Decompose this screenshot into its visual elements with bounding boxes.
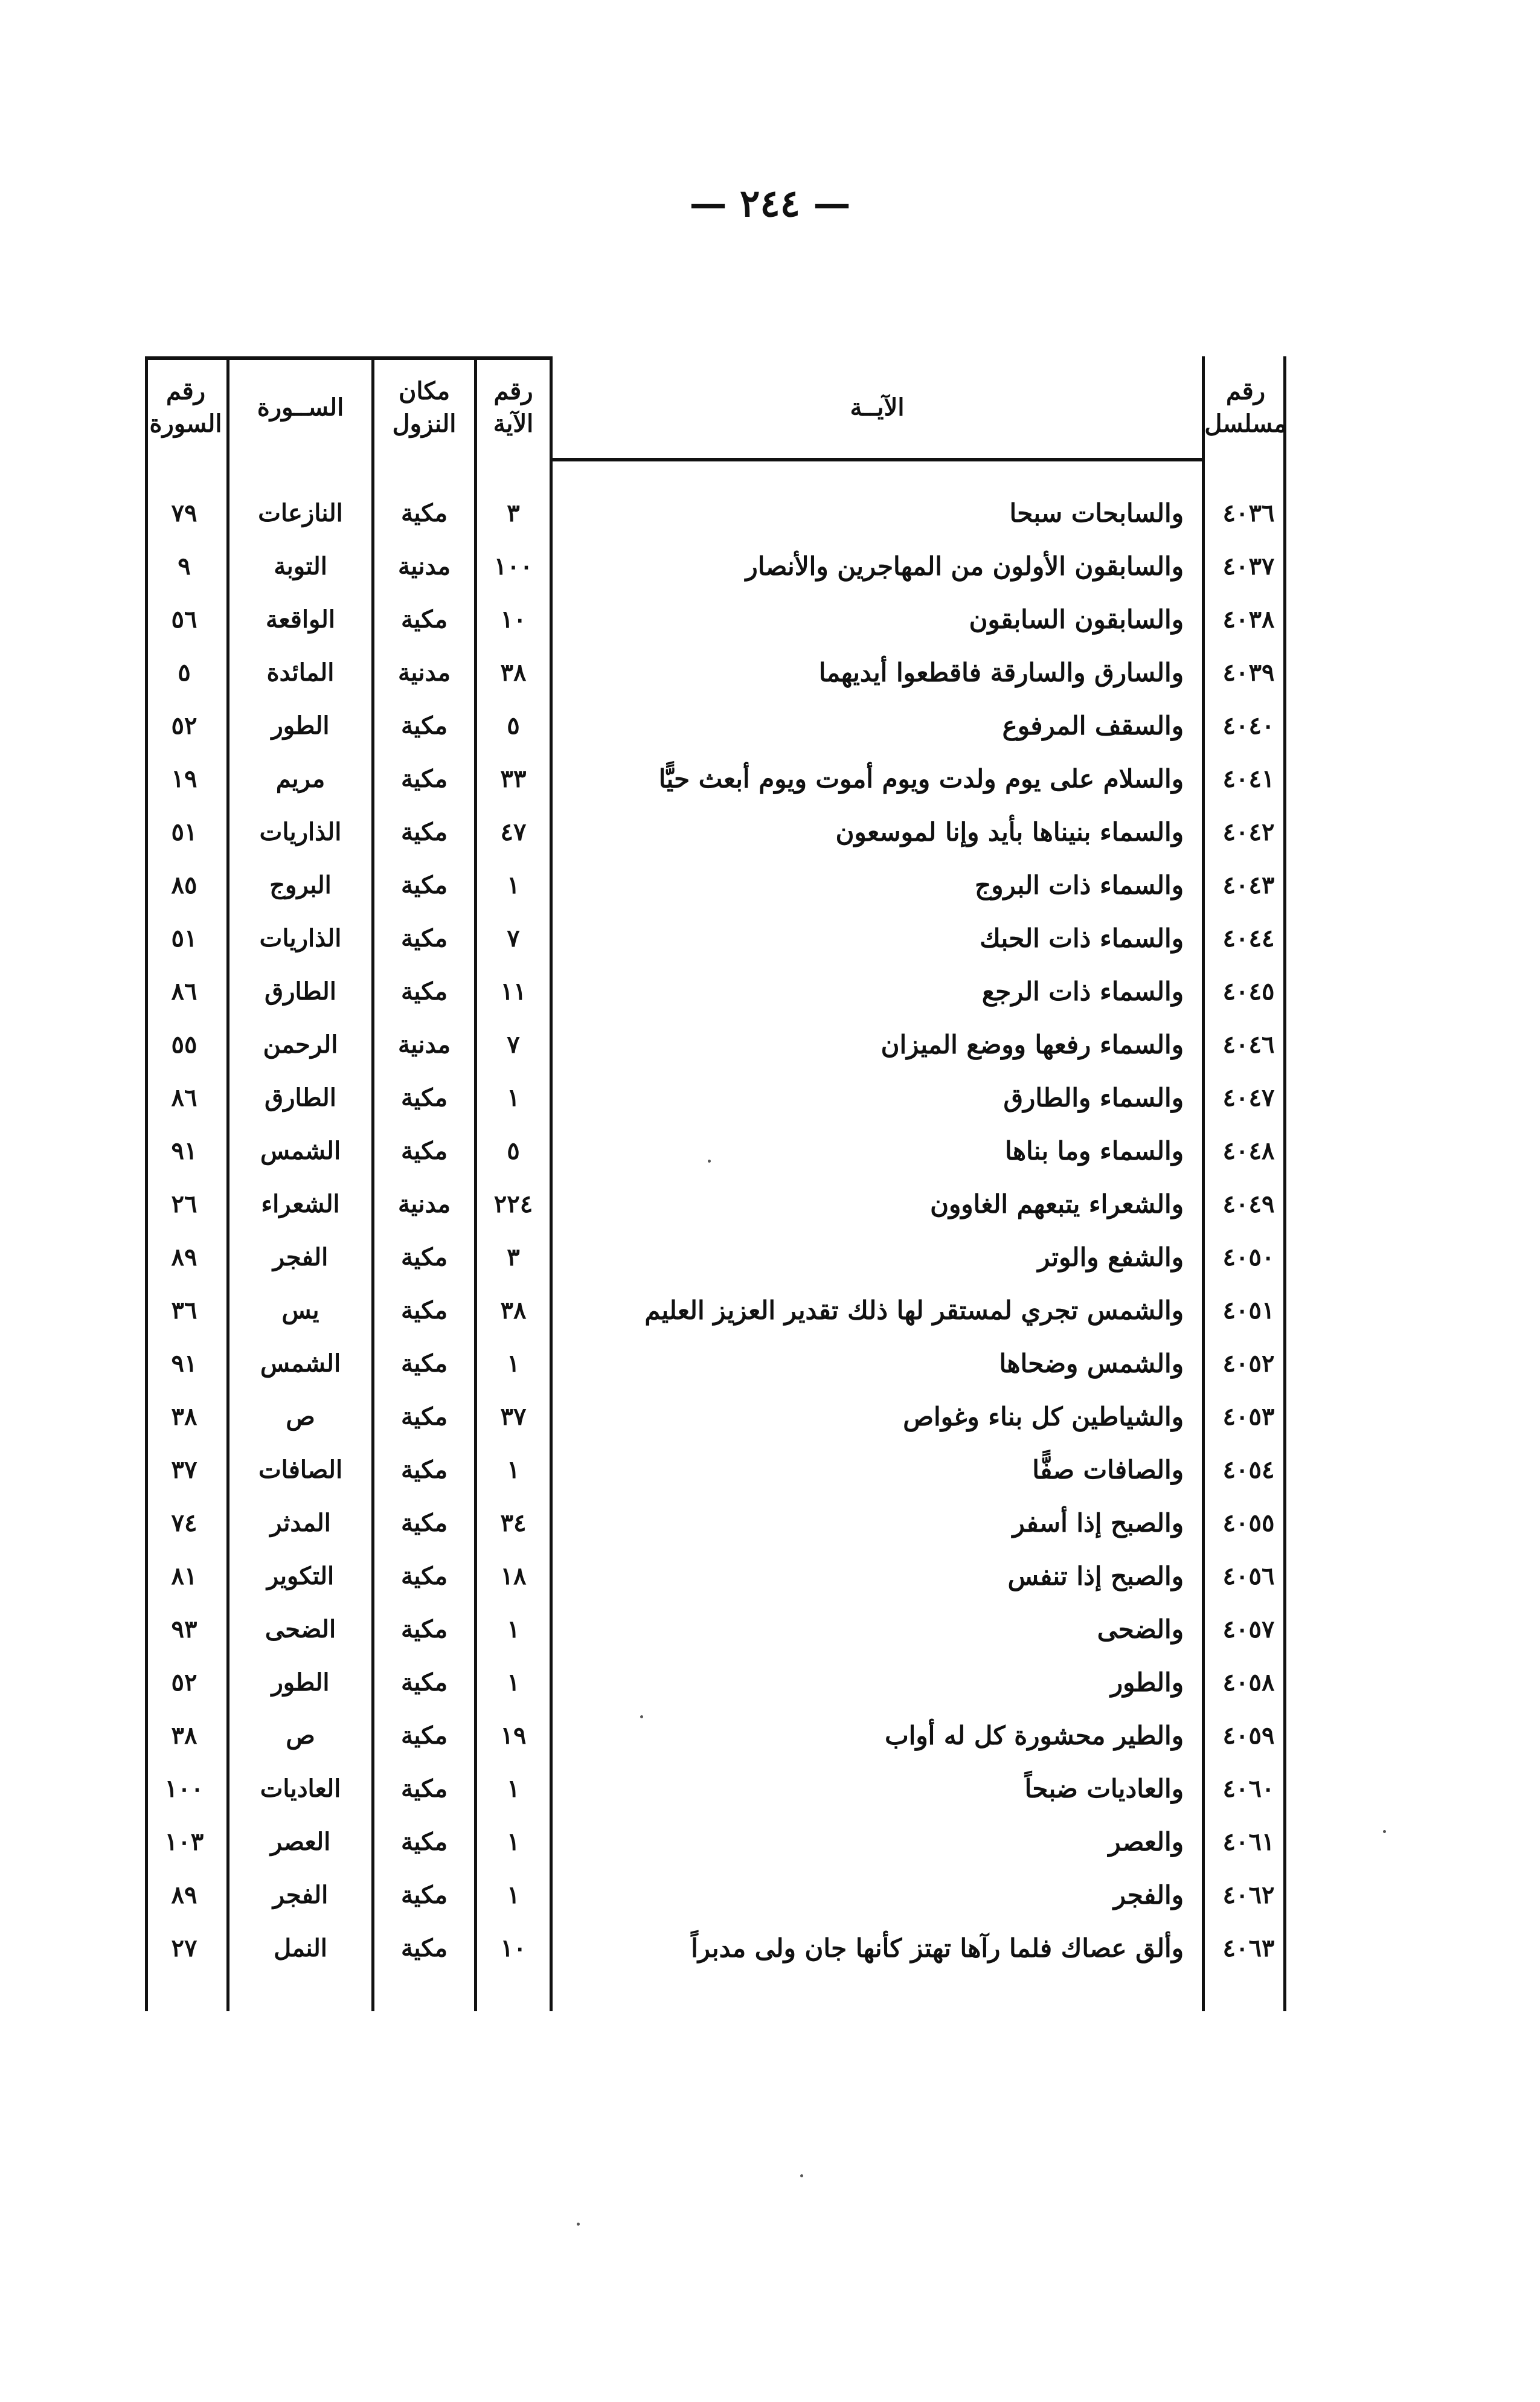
surah-name-cell: الشمس: [260, 1136, 341, 1165]
surah-number-cell: ٨٩: [171, 1880, 197, 1909]
scan-speck: [640, 1715, 643, 1718]
revelation-place-cell: مكية: [400, 764, 448, 793]
surah-name-cell: التكوير: [266, 1561, 335, 1590]
table-row: [145, 965, 1286, 1018]
serial-number-cell: ٤٠٥٣: [1222, 1402, 1275, 1431]
verse-number-cell: ٣٤: [500, 1508, 527, 1537]
table-row: [145, 592, 1286, 646]
verse-number-cell: ١: [507, 1349, 520, 1378]
verse-number-cell: ٤٧: [500, 817, 527, 846]
surah-number-cell: ٩١: [171, 1136, 197, 1165]
verse-text-cell: والشمس وضحاها: [999, 1348, 1184, 1378]
table-row: [145, 1390, 1286, 1443]
verse-number-cell: ١: [507, 1880, 520, 1909]
verse-text-cell: والسماء وما بناها: [1005, 1135, 1184, 1166]
surah-name-cell: المدثر: [270, 1508, 331, 1537]
revelation-place-cell: مدنية: [397, 551, 451, 580]
serial-number-cell: ٤٠٦١: [1222, 1827, 1275, 1856]
scan-speck: [708, 1160, 711, 1163]
verse-number-cell: ١١: [500, 977, 527, 1006]
verse-number-cell: ١: [507, 1614, 520, 1643]
revelation-place-cell: مكية: [400, 1561, 448, 1590]
table-header: [145, 356, 1286, 459]
verse-text-cell: والشمس تجري لمستقر لها ذلك تقدير العزيز العليم: [644, 1295, 1184, 1325]
serial-number-cell: ٤٠٤٥: [1222, 977, 1275, 1006]
verse-text-cell: والطير محشورة كل له أواب: [885, 1720, 1184, 1750]
verse-number-cell: ١٠٠: [493, 551, 533, 580]
revelation-place-cell: مكية: [400, 1083, 448, 1112]
surah-number-cell: ٣٦: [171, 1296, 197, 1325]
revelation-place-cell: مكية: [400, 498, 448, 527]
table-row: [145, 1283, 1286, 1337]
revelation-place-cell: مكية: [400, 1136, 448, 1165]
surah-number-cell: ١٠٠: [164, 1774, 204, 1803]
verse-text-cell: والصافات صفًّا: [1032, 1454, 1184, 1485]
verse-text-cell: والسلام على يوم ولدت ويوم أموت ويوم أبعث حيًّا: [658, 763, 1184, 794]
serial-number-cell: ٤٠٤٠: [1222, 711, 1275, 740]
surah-number-cell: ٢٦: [171, 1189, 197, 1218]
verse-number-cell: ٣٨: [500, 658, 527, 687]
serial-number-cell: ٤٠٥١: [1222, 1296, 1275, 1325]
surah-name-cell: التوبة: [274, 551, 327, 580]
table-row: [145, 1177, 1286, 1230]
verse-text-cell: والسماء رفعها ووضع الميزان: [881, 1029, 1184, 1059]
table-row: [145, 1815, 1286, 1868]
surah-name-cell: النمل: [274, 1933, 327, 1962]
verse-text-cell: والسماء ذات الحبك: [980, 923, 1184, 953]
surah-number-cell: ٨١: [171, 1561, 197, 1590]
revelation-place-cell: مدنية: [397, 1030, 451, 1059]
header-serial-text: رقم مسلسل: [1204, 377, 1287, 438]
header-serial: [1205, 356, 1286, 459]
revelation-place-cell: مكية: [400, 1349, 448, 1378]
verse-number-cell: ١: [507, 870, 520, 899]
verse-number-cell: ١: [507, 1774, 520, 1803]
surah-name-cell: البروج: [269, 870, 332, 899]
serial-number-cell: ٤٠٤٩: [1222, 1189, 1275, 1218]
table-row: [145, 1602, 1286, 1655]
surah-number-cell: ٩٣: [171, 1614, 197, 1643]
serial-number-cell: ٤٠٥٥: [1222, 1508, 1275, 1537]
header-verse-text: الآيــة: [850, 393, 905, 422]
verse-text-cell: والصبح إذا أسفر: [1012, 1508, 1184, 1538]
table-row: [145, 699, 1286, 752]
revelation-place-cell: مكية: [400, 1774, 448, 1803]
surah-number-cell: ٧٤: [171, 1508, 197, 1537]
revelation-place-cell: مكية: [400, 1402, 448, 1431]
header-verse-number: [477, 356, 550, 459]
verse-text-cell: والشياطين كل بناء وغواص: [903, 1401, 1184, 1431]
surah-name-cell: الرحمن: [263, 1030, 338, 1059]
surah-name-cell: الضحى: [265, 1614, 336, 1643]
verse-number-cell: ٧: [507, 923, 520, 952]
verse-number-cell: ٣: [507, 498, 520, 527]
verse-text-cell: والسابقون الأولون من المهاجرين والأنصار: [745, 551, 1184, 581]
surah-name-cell: الطارق: [265, 977, 336, 1006]
surah-number-cell: ٨٩: [171, 1242, 197, 1271]
surah-name-cell: ص: [286, 1721, 315, 1750]
serial-number-cell: ٤٠٣٦: [1222, 498, 1275, 527]
verse-number-cell: ٣٣: [500, 764, 527, 793]
verse-number-cell: ٢٢٤: [493, 1189, 533, 1218]
serial-number-cell: ٤٠٥٧: [1222, 1614, 1275, 1643]
verse-text-cell: والسارق والسارقة فاقطعوا أيديهما: [818, 657, 1184, 687]
surah-number-cell: ٣٨: [171, 1402, 197, 1431]
verse-text-cell: والشعراء يتبعهم الغاوون: [930, 1189, 1184, 1219]
revelation-place-cell: مكية: [400, 817, 448, 846]
serial-number-cell: ٤٠٤٤: [1222, 923, 1275, 952]
scan-speck: [1383, 1830, 1386, 1833]
surah-number-cell: ٢٧: [171, 1933, 197, 1962]
surah-number-cell: ٥١: [171, 923, 197, 952]
serial-number-cell: ٤٠٥٨: [1222, 1668, 1275, 1697]
revelation-place-cell: مكية: [400, 1508, 448, 1537]
surah-number-cell: ٥٢: [171, 711, 197, 740]
table-row: [145, 1549, 1286, 1602]
surah-number-cell: ١٩: [171, 764, 197, 793]
table-row: [145, 486, 1286, 539]
verse-number-cell: ١: [507, 1668, 520, 1697]
surah-number-cell: ٨٥: [171, 870, 197, 899]
revelation-place-cell: مدنية: [397, 658, 451, 687]
serial-number-cell: ٤٠٣٧: [1222, 551, 1275, 580]
table-row: [145, 1496, 1286, 1549]
surah-number-cell: ٥١: [171, 817, 197, 846]
surah-number-cell: ٧٩: [171, 498, 197, 527]
revelation-place-cell: مكية: [400, 1455, 448, 1484]
table-row: [145, 858, 1286, 911]
verse-number-cell: ٥: [507, 1136, 520, 1165]
table-row: [145, 646, 1286, 699]
surah-number-cell: ٨٦: [171, 977, 197, 1006]
table-row: [145, 1230, 1286, 1283]
surah-name-cell: الذاريات: [259, 923, 342, 952]
table-row: [145, 1071, 1286, 1124]
revelation-place-cell: مكية: [400, 870, 448, 899]
verse-number-cell: ١٨: [500, 1561, 527, 1590]
table-row: [145, 1868, 1286, 1921]
scan-speck: [800, 2174, 803, 2177]
serial-number-cell: ٤٠٦٣: [1222, 1933, 1275, 1962]
verse-number-cell: ١: [507, 1455, 520, 1484]
revelation-place-cell: مكية: [400, 923, 448, 952]
header-place: [374, 356, 474, 459]
revelation-place-cell: مكية: [400, 1242, 448, 1271]
surah-name-cell: الصافات: [258, 1455, 343, 1484]
verse-number-cell: ٣٧: [500, 1402, 527, 1431]
surah-name-cell: العصر: [270, 1827, 331, 1856]
verse-text-cell: والسماء ذات البروج: [975, 870, 1184, 900]
surah-name-cell: مريم: [275, 764, 326, 793]
surah-name-cell: الفجر: [272, 1880, 329, 1909]
verse-text-cell: والفجر: [1113, 1880, 1184, 1910]
surah-number-cell: ٣٨: [171, 1721, 197, 1750]
serial-number-cell: ٤٠٦٢: [1222, 1880, 1275, 1909]
verse-number-cell: ٥: [507, 711, 520, 740]
verse-text-cell: والعاديات ضبحاً: [1024, 1773, 1184, 1803]
surah-number-cell: ٥: [178, 658, 191, 687]
verse-number-cell: ١: [507, 1827, 520, 1856]
verse-text-cell: والطور: [1110, 1667, 1184, 1697]
table-row: [145, 752, 1286, 805]
verse-text-cell: والسماء بنيناها بأيد وإنا لموسعون: [835, 817, 1184, 847]
header-verse-number-text: رقم الآية: [493, 377, 534, 438]
verse-number-cell: ١٠: [500, 605, 527, 634]
revelation-place-cell: مكية: [400, 1880, 448, 1909]
revelation-place-cell: مكية: [400, 1296, 448, 1325]
serial-number-cell: ٤٠٤١: [1222, 764, 1275, 793]
table-row: [145, 539, 1286, 592]
surah-number-cell: ٩: [178, 551, 191, 580]
serial-number-cell: ٤٠٥٩: [1222, 1721, 1275, 1750]
serial-number-cell: ٤٠٤٦: [1222, 1030, 1275, 1059]
verse-number-cell: ٣: [507, 1242, 520, 1271]
verse-text-cell: والسماء والطارق: [1003, 1082, 1184, 1113]
table-row: [145, 1921, 1286, 1974]
serial-number-cell: ٤٠٤٣: [1222, 870, 1275, 899]
verse-number-cell: ١٠: [500, 1933, 527, 1962]
revelation-place-cell: مكية: [400, 1668, 448, 1697]
surah-name-cell: الطور: [271, 711, 330, 740]
header-place-text: مكان النزول: [392, 377, 457, 438]
serial-number-cell: ٤٠٤٧: [1222, 1083, 1275, 1112]
verse-index-table: [145, 356, 1286, 2011]
header-surah-number-text: رقم السورة: [149, 377, 222, 438]
serial-number-cell: ٤٠٦٠: [1222, 1774, 1275, 1803]
revelation-place-cell: مكية: [400, 1721, 448, 1750]
revelation-place-cell: مكية: [400, 977, 448, 1006]
surah-name-cell: الواقعة: [266, 605, 335, 634]
surah-name-cell: الشمس: [260, 1349, 341, 1378]
verse-text-cell: والعصر: [1108, 1826, 1184, 1857]
table-row: [145, 805, 1286, 858]
verse-text-cell: وألق عصاك فلما رآها تهتز كأنها جان ولى مدبراً: [691, 1933, 1184, 1963]
verse-text-cell: والشفع والوتر: [1038, 1242, 1184, 1272]
serial-number-cell: ٤٠٣٨: [1222, 605, 1275, 634]
surah-number-cell: ٥٥: [171, 1030, 197, 1059]
surah-name-cell: ص: [286, 1402, 315, 1431]
revelation-place-cell: مكية: [400, 711, 448, 740]
verse-text-cell: والسماء ذات الرجع: [981, 976, 1184, 1006]
surah-number-cell: ٩١: [171, 1349, 197, 1378]
table-row: [145, 1124, 1286, 1177]
surah-name-cell: الذاريات: [259, 817, 342, 846]
surah-number-cell: ٥٢: [171, 1668, 197, 1697]
surah-name-cell: يس: [281, 1296, 319, 1325]
scan-speck: [577, 2223, 580, 2226]
surah-name-cell: الطور: [271, 1668, 330, 1697]
serial-number-cell: ٤٠٥٢: [1222, 1349, 1275, 1378]
serial-number-cell: ٤٠٤٢: [1222, 817, 1275, 846]
surah-number-cell: ١٠٣: [164, 1827, 204, 1856]
verse-number-cell: ١: [507, 1083, 520, 1112]
revelation-place-cell: مكية: [400, 1614, 448, 1643]
table-row: [145, 1709, 1286, 1762]
header-surah: [229, 356, 371, 459]
table-row: [145, 1337, 1286, 1390]
surah-number-cell: ٥٦: [171, 605, 197, 634]
table-row: [145, 1443, 1286, 1496]
serial-number-cell: ٤٠٣٩: [1222, 658, 1275, 687]
page-number: — ٢٤٤ —: [689, 181, 851, 225]
surah-number-cell: ٣٧: [171, 1455, 197, 1484]
table-row: [145, 1762, 1286, 1815]
serial-number-cell: ٤٠٥٦: [1222, 1561, 1275, 1590]
verse-text-cell: والسابحات سبحا: [1009, 498, 1184, 528]
revelation-place-cell: مكية: [400, 1827, 448, 1856]
verse-text-cell: والصبح إذا تنفس: [1007, 1561, 1184, 1591]
revelation-place-cell: مدنية: [397, 1189, 451, 1218]
surah-number-cell: ٨٦: [171, 1083, 197, 1112]
serial-number-cell: ٤٠٤٨: [1222, 1136, 1275, 1165]
verse-number-cell: ١٩: [500, 1721, 527, 1750]
surah-name-cell: العاديات: [260, 1774, 341, 1803]
surah-name-cell: الفجر: [272, 1242, 329, 1271]
verse-number-cell: ٣٨: [500, 1296, 527, 1325]
verse-text-cell: والضحى: [1097, 1614, 1184, 1644]
surah-name-cell: الطارق: [265, 1083, 336, 1112]
serial-number-cell: ٤٠٥٤: [1222, 1455, 1275, 1484]
revelation-place-cell: مكية: [400, 605, 448, 634]
revelation-place-cell: مكية: [400, 1933, 448, 1962]
table-row: [145, 911, 1286, 965]
verse-text-cell: والسقف المرفوع: [1002, 710, 1184, 740]
verse-text-cell: والسابقون السابقون: [969, 604, 1184, 634]
header-verse: [553, 356, 1202, 459]
serial-number-cell: ٤٠٥٠: [1222, 1242, 1275, 1271]
surah-name-cell: المائدة: [266, 658, 335, 687]
surah-name-cell: النازعات: [258, 498, 343, 527]
surah-name-cell: الشعراء: [261, 1189, 340, 1218]
header-surah-text: الســورة: [257, 393, 344, 422]
header-surah-number: [145, 356, 226, 459]
table-row: [145, 1655, 1286, 1709]
table-row: [145, 1018, 1286, 1071]
verse-number-cell: ٧: [507, 1030, 520, 1059]
